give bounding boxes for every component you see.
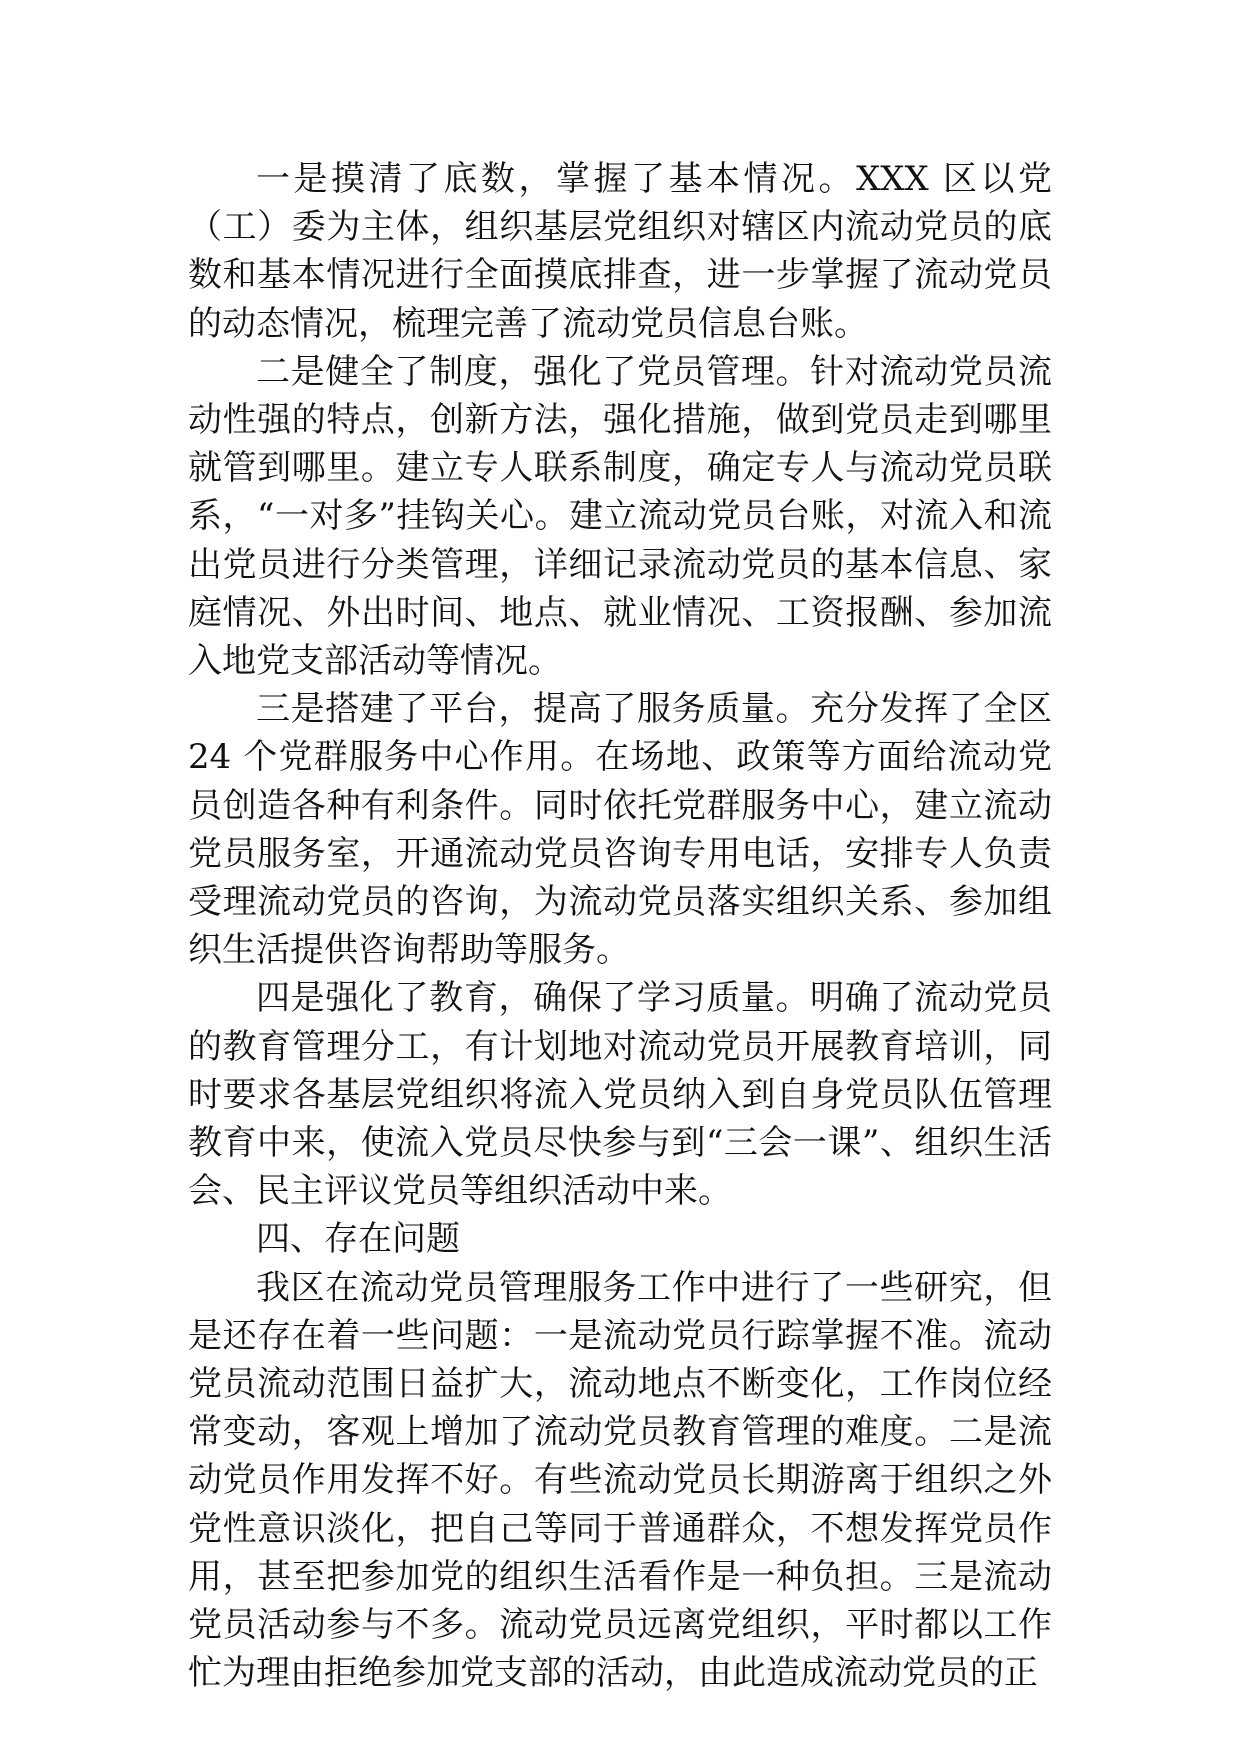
paragraph-education: 四是强化了教育，确保了学习质量。明确了流动党员的教育管理分工，有计划地对流动党员开展教育培训，同时要求各基层党组织将流入党员纳入到自身党员队伍管理教育中来，使流入党员尽快参与到“三会一课”、组织生活会、民主评议党员等组织活动中来。 <box>188 978 1052 1212</box>
paragraph-service-platform: 三是搭建了平台，提高了服务质量。充分发挥了全区 24 个党群服务中心作用。在场地、政策等方面给流动党员创造各种有利条件。同时依托党群服务中心，建立流动党员服务室，开通流动党员咨询专用电话，安排专人负责受理流动党员的咨询，为流动党员落实组织关系、参加组织生活提供咨询帮助等服务。 <box>188 689 1052 971</box>
paragraph-management-system: 二是健全了制度，强化了党员管理。针对流动党员流动性强的特点，创新方法，强化措施，做到党员走到哪里就管到哪里。建立专人联系制度，确定专人与流动党员联系，“一对多”挂钩关心。建立流动党员台账，对流入和流出党员进行分类管理，详细记录流动党员的基本信息、家庭情况、外出时间、地点、就业情况、工资报酬、参加流入地党支部活动等情况。 <box>188 351 1052 682</box>
paragraph-situation-basics: 一是摸清了底数，掌握了基本情况。XXX 区以党（工）委为主体，组织基层党组织对辖区内流动党员的底数和基本情况进行全面摸底排查，进一步掌握了流动党员的动态情况，梳理完善了流动党员信息台账。 <box>188 159 1052 344</box>
paragraph-problems: 我区在流动党员管理服务工作中进行了一些研究，但是还存在着一些问题：一是流动党员行踪掌握不准。流动党员流动范围日益扩大，流动地点不断变化，工作岗位经常变动，客观上增加了流动党员教育管理的难度。二是流动党员作用发挥不好。有些流动党员长期游离于组织之外党性意识淡化，把自己等同于普通群众，不想发挥党员作用，甚至把参加党的组织生活看作是一种负担。三是流动党员活动参与不多。流动党员远离党组织，平时都以工作忙为理由拒绝参加党支部的活动，由此造成流动党员的正 <box>188 1267 1052 1694</box>
section-heading-problems: 四、存在问题 <box>256 1219 460 1260</box>
document-page <box>188 155 1052 1698</box>
